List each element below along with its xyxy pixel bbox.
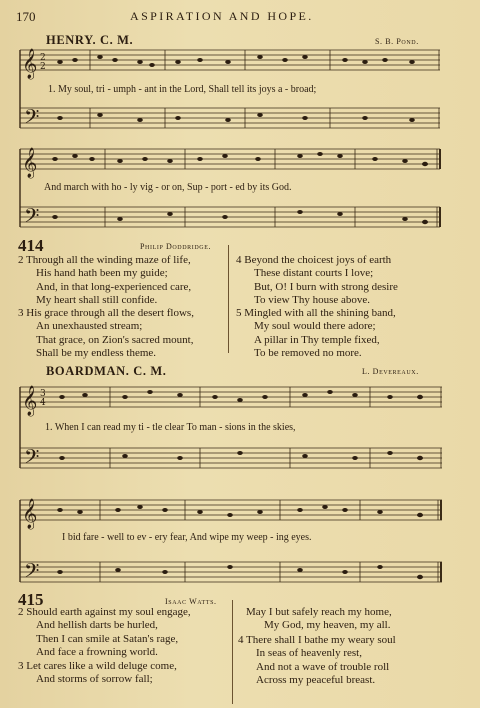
lyric-line-boardman-2: I bid fare - well to ev - ery fear, And wipe my weep - ing eyes. <box>62 532 312 543</box>
hymn-number-415: 415 <box>18 590 44 609</box>
bass-staff <box>20 562 442 582</box>
svg-text:𝄞: 𝄞 <box>22 499 38 529</box>
svg-text:𝄞: 𝄞 <box>22 386 38 416</box>
treble-staff <box>20 50 440 70</box>
svg-text:𝄢: 𝄢 <box>24 204 40 232</box>
svg-text:𝄢: 𝄢 <box>24 559 40 587</box>
verse-415-4: 4 There shall I bathe my weary soul In seas of heavenly rest, And not a wave of trouble roll Across my peaceful breast. <box>238 634 396 687</box>
bass-staff <box>20 448 442 468</box>
lyric-line-henry-1: 1. My soul, tri - umph - ant in the Lord, Shall tell its joys a - broad; <box>48 84 317 95</box>
verse-414-4: 4 Beyond the choicest joys of earth These distant courts I love; But, O! I burn with strong desire To view Thy house above. <box>236 254 398 307</box>
hymn-number-414: 414 <box>18 236 44 255</box>
lyric-line-henry-2: And march with ho - ly vig - or on, Sup - port - ed by its God. <box>44 182 292 193</box>
svg-text:𝄢: 𝄢 <box>24 445 40 473</box>
treble-staff <box>20 500 442 520</box>
lyric-line-boardman-1: 1. When I can read my ti - tle clear To man - sions in the skies, <box>45 422 296 433</box>
svg-text:4: 4 <box>40 398 46 408</box>
verse-415-3: 3 Let cares like a wild deluge come, And storms of sorrow fall; <box>18 660 177 686</box>
bass-clef-icon: 𝄢 <box>24 105 40 133</box>
composer-credit-boardman: L. Devereaux. <box>362 367 419 376</box>
verse-415-3-cont: May I but safely reach my home, My God, my heaven, my all. <box>246 606 392 632</box>
author-credit-414: Philip Doddridge. <box>140 242 212 251</box>
page-number: 170 <box>16 9 36 24</box>
svg-text:𝄞: 𝄞 <box>22 148 38 178</box>
verse-414-2: 2 Through all the winding maze of life, His hand hath been my guide; And, in that long-experienced care, My heart shall still confide. <box>18 254 192 307</box>
bass-staff <box>20 108 440 128</box>
author-credit-415: Isaac Watts. <box>165 597 217 606</box>
verse-414-3: 3 His grace through all the desert flows, An unexhausted stream; That grace, on Zion's sacred mount, Shall be my endless theme. <box>18 307 194 360</box>
composer-credit-henry: S. B. Pond. <box>375 37 419 46</box>
treble-staff <box>20 387 442 407</box>
tune-title-boardman: BOARDMAN. C. M. <box>46 364 167 378</box>
svg-text:3: 3 <box>40 389 46 399</box>
verse-415-2: 2 Should earth against my soul engage, And hellish darts be hurled, Then I can smile at Satan's rage, And face a frowning world. <box>18 606 191 659</box>
verse-414-5: 5 Mingled with all the shining band, My soul would there adore; A pillar in Thy temple fixed, To be removed no more. <box>236 307 396 360</box>
running-title: ASPIRATION AND HOPE. <box>130 9 314 23</box>
svg-text:2: 2 <box>40 62 46 72</box>
treble-clef-icon: 𝄞 <box>22 49 38 79</box>
column-divider <box>228 245 229 353</box>
time-signature: 2 <box>40 53 46 63</box>
bass-staff <box>20 207 440 227</box>
column-divider <box>232 600 233 704</box>
tune-title-henry: HENRY. C. M. <box>46 33 134 47</box>
